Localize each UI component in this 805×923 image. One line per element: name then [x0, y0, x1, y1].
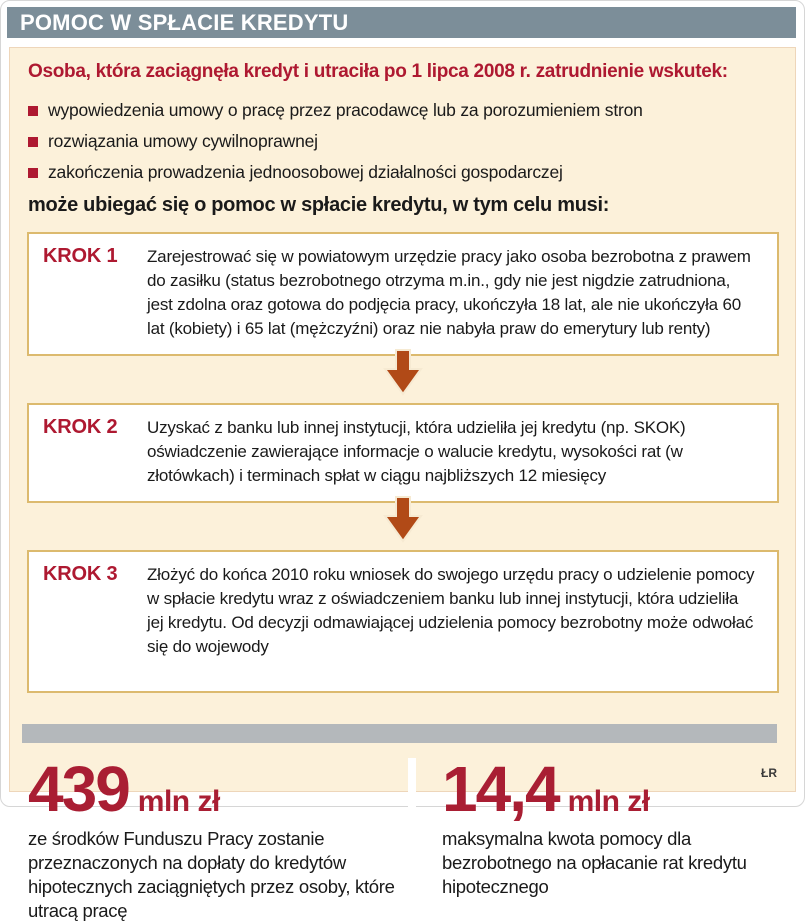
- step-text: Zarejestrować się w powiatowym urzędzie pracy jako osoba bezrobotna z prawem do zasiłku (status bezrobotnego otrzyma m.in., gdy nie jest nigdzie zatrudniona, jest zdolna oraz gotowa do podjęcia pracy, ukończyła 18 lat, ale nie ukończyła 60 lat (kobiety) i 65 lat (mężczyźni) oraz nie nabyła praw do emerytury lub renty): [147, 247, 751, 338]
- content-panel: [9, 47, 796, 921]
- figure-unit: mln zł: [137, 785, 220, 818]
- intro-heading: Osoba, która zaciągnęła kredyt i utraciła po 1 lipca 2008 r. zatrudnienie wskutek:: [28, 61, 728, 82]
- step-text: Złożyć do końca 2010 roku wniosek do swojego urzędu pracy o udzielenie pomocy w spłacie kredytu wraz z oświadczeniem banku lub innej instytucji, która udzieliła jej kredytu. Od decyzji odmawiającej udzielenia pomocy bezrobotny może odwołać się do wojewody: [147, 565, 755, 656]
- list-item: [28, 95, 779, 126]
- flow-arrow-wrap: [10, 503, 795, 535]
- list-item-label: zakończenia prowadzenia jednoosobowej działalności gospodarczej: [48, 162, 563, 182]
- figure-number: [442, 753, 795, 825]
- step-label: KROK 2: [43, 416, 118, 438]
- reasons-list: [28, 95, 779, 188]
- list-item-label: wypowiedzenia umowy o pracę przez pracodawcę lub za porozumieniem stron: [48, 100, 643, 120]
- header-bar: [7, 7, 796, 38]
- step-box-krok-1: [27, 232, 779, 356]
- step-label: KROK 3: [43, 563, 118, 585]
- page-title: POMOC W SPŁACIE KREDYTU: [20, 9, 349, 35]
- section-divider: [22, 724, 777, 743]
- down-arrow-icon: [383, 349, 423, 396]
- figure-unit: mln zł: [567, 785, 650, 818]
- list-item-label: rozwiązania umowy cywilnoprawnej: [48, 131, 318, 151]
- bullet-square-icon: [28, 106, 38, 116]
- step-text: Uzyskać z banku lub innej instytucji, która udzieliła jej kredytu (np. SKOK) oświadczenie zawierające informacje o walucie kredytu, wysokości rat (w złotówkach) i terminach spłat w ciągu najbliższych 12 miesięcy: [147, 418, 686, 485]
- step-label: KROK 1: [43, 245, 118, 267]
- figure-funds-total: [10, 753, 408, 923]
- list-item: [28, 157, 779, 188]
- figures-row: [10, 753, 795, 923]
- bullet-square-icon: [28, 137, 38, 147]
- bullet-square-icon: [28, 168, 38, 178]
- conclusion-text: może ubiegać się o pomoc w spłacie kredytu, w tym celu musi:: [28, 194, 610, 216]
- down-arrow-icon: [383, 496, 423, 543]
- list-item: [28, 126, 779, 157]
- figure-value: 439: [28, 753, 129, 825]
- step-box-krok-3: [27, 550, 779, 693]
- figure-number: [28, 753, 408, 825]
- flow-arrow-wrap: [10, 356, 795, 388]
- figure-max-help: [416, 753, 795, 923]
- figure-caption: maksymalna kwota pomocy dla bezrobotnego na opłacanie rat kredytu hipotecznego: [442, 828, 747, 897]
- step-box-krok-2: [27, 403, 779, 503]
- figure-value: 14,4: [442, 753, 559, 825]
- author-signature: ŁR: [761, 766, 777, 780]
- figure-caption: ze środków Funduszu Pracy zostanie przeznaczonych na dopłaty do kredytów hipotecznych zaciągniętych przez osoby, które utracą pracę: [28, 828, 395, 921]
- vertical-divider: [408, 758, 416, 923]
